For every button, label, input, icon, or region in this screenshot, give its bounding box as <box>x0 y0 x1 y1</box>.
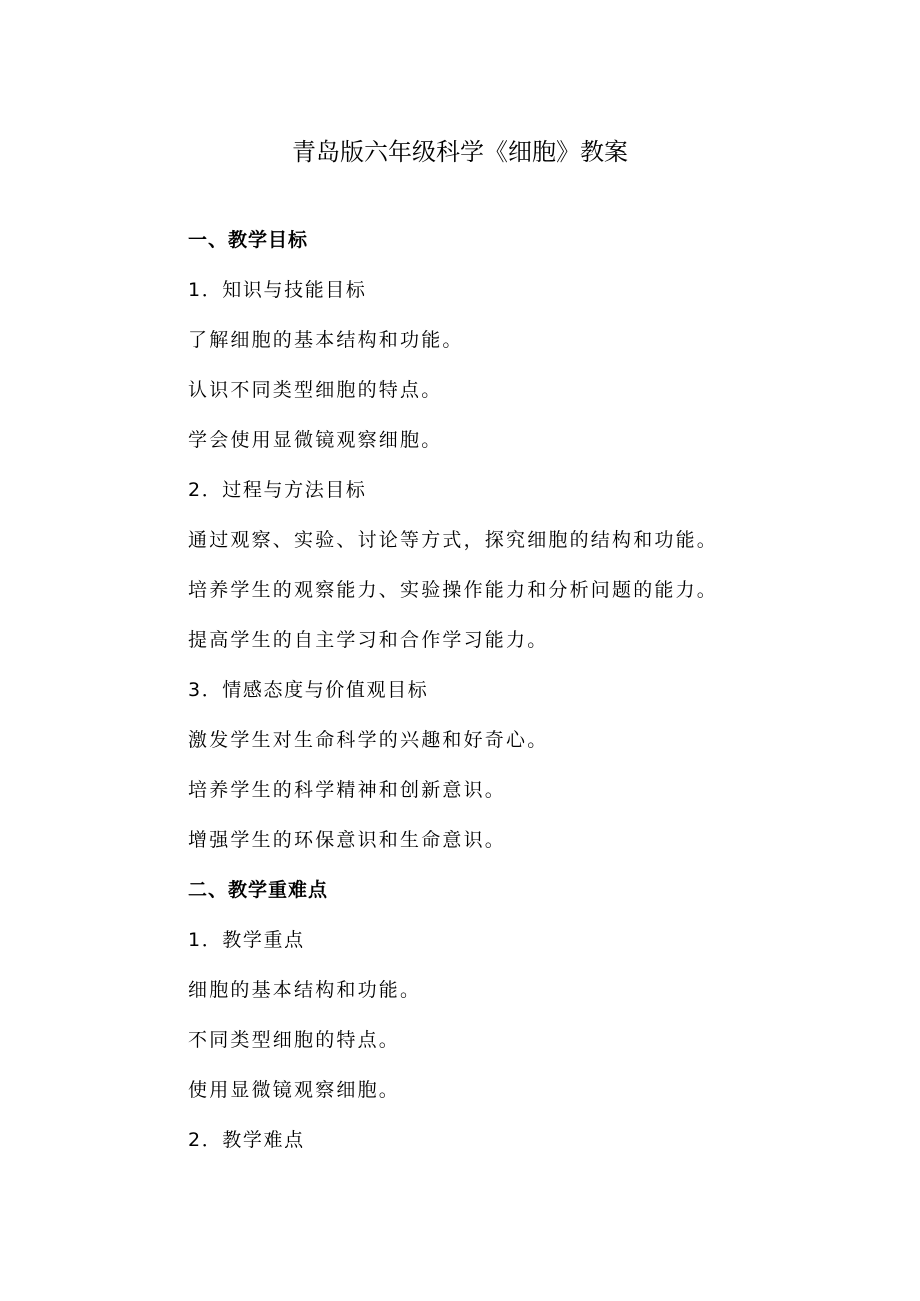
paragraph: 增强学生的环保意识和生命意识。 <box>188 829 507 851</box>
document-body <box>188 222 888 1172</box>
paragraph: 培养学生的观察能力、实验操作能力和分析问题的能力。 <box>188 579 719 601</box>
subheading-emotions-values: 3．情感态度与价值观目标 <box>188 679 429 701</box>
paragraph: 学会使用显微镜观察细胞。 <box>188 429 443 451</box>
paragraph: 激发学生对生命科学的兴趣和好奇心。 <box>188 729 549 751</box>
subheading-key-points: 1．教学重点 <box>188 929 305 951</box>
paragraph: 通过观察、实验、讨论等方式，探究细胞的结构和功能。 <box>188 529 719 551</box>
section-heading-key-difficult-points: 二、教学重难点 <box>188 879 329 901</box>
paragraph: 提高学生的自主学习和合作学习能力。 <box>188 629 549 651</box>
paragraph: 了解细胞的基本结构和功能。 <box>188 329 464 351</box>
paragraph: 细胞的基本结构和功能。 <box>188 979 422 1001</box>
paragraph: 不同类型细胞的特点。 <box>188 1029 401 1051</box>
subheading-difficult-points: 2．教学难点 <box>188 1129 305 1151</box>
paragraph: 使用显微镜观察细胞。 <box>188 1079 401 1101</box>
document-title: 青岛版六年级科学《细胞》教案 <box>292 138 628 166</box>
section-heading-teaching-objectives: 一、教学目标 <box>188 229 309 251</box>
subheading-process-methods: 2．过程与方法目标 <box>188 479 367 501</box>
subheading-knowledge-skills: 1．知识与技能目标 <box>188 279 367 301</box>
paragraph: 培养学生的科学精神和创新意识。 <box>188 779 507 801</box>
paragraph: 认识不同类型细胞的特点。 <box>188 379 443 401</box>
